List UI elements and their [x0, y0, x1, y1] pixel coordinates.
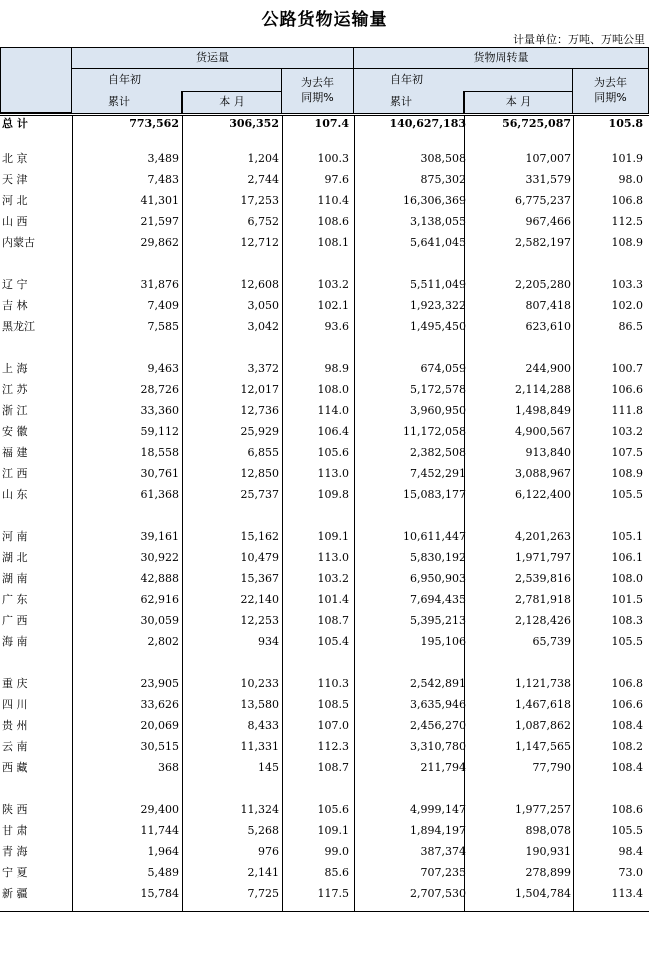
- turnover-cumulative: 1,894,197: [410, 824, 466, 837]
- turnover-cumulative: 674,059: [420, 362, 466, 375]
- turnover-yoy: 108.6: [611, 803, 643, 816]
- turnover-yoy: 108.2: [611, 740, 643, 753]
- turnover-month: 3,088,967: [515, 467, 571, 480]
- turnover-yoy: 108.9: [611, 467, 643, 480]
- freight-month: 22,140: [240, 593, 279, 606]
- freight-yoy: 100.3: [317, 152, 349, 165]
- freight-yoy: 112.3: [317, 740, 349, 753]
- turnover-yoy: 105.5: [611, 824, 643, 837]
- table-row: [0, 484, 649, 505]
- freight-cumulative: 7,409: [147, 299, 179, 312]
- table-row: [0, 589, 649, 610]
- turnover-yoy: 103.2: [611, 425, 643, 438]
- table-row: [0, 526, 649, 547]
- turnover-cumulative: 387,374: [420, 845, 466, 858]
- turnover-month: 898,078: [525, 824, 571, 837]
- turnover-yoy: 108.9: [611, 236, 643, 249]
- province-name: 江 西: [2, 467, 28, 480]
- province-name: 重 庆: [2, 677, 28, 690]
- freight-month: 10,233: [240, 677, 279, 690]
- turnover-cumulative: 3,138,055: [410, 215, 466, 228]
- table-row: [0, 694, 649, 715]
- turnover-yoy: 86.5: [618, 320, 643, 333]
- turnover-cumulative: 16,306,369: [403, 194, 466, 207]
- turnover-cumulative: 3,635,946: [410, 698, 466, 711]
- turnover-month: 967,466: [525, 215, 571, 228]
- table-row: [0, 358, 649, 379]
- turnover-cumulative: 10,611,447: [403, 530, 466, 543]
- turnover-cumulative: 195,106: [420, 635, 466, 648]
- province-name: 贵 州: [2, 719, 28, 732]
- turnover-yoy: 108.4: [611, 761, 643, 774]
- table-row: [0, 862, 649, 883]
- turnover-yoy: 108.4: [611, 719, 643, 732]
- header-freight-month: 本 月: [182, 91, 282, 113]
- freight-month: 25,929: [240, 425, 279, 438]
- province-name: 吉 林: [2, 299, 28, 312]
- freight-month: 17,253: [240, 194, 279, 207]
- table-row: [0, 442, 649, 463]
- freight-yoy: 110.4: [317, 194, 349, 207]
- freight-month: 10,479: [240, 551, 279, 564]
- province-name: 西 藏: [2, 761, 28, 774]
- total-turnover-month: 56,725,087: [502, 117, 571, 130]
- turnover-cumulative: 3,310,780: [410, 740, 466, 753]
- freight-cumulative: 30,515: [140, 740, 179, 753]
- table-row: [0, 295, 649, 316]
- freight-yoy: 117.5: [317, 887, 349, 900]
- turnover-month: 107,007: [525, 152, 571, 165]
- turnover-cumulative: 2,542,891: [410, 677, 466, 690]
- turnover-month: 1,504,784: [515, 887, 571, 900]
- freight-cumulative: 3,489: [147, 152, 179, 165]
- freight-yoy: 98.9: [324, 362, 349, 375]
- freight-cumulative: 7,585: [147, 320, 179, 333]
- turnover-yoy: 73.0: [618, 866, 643, 879]
- header-freight-yoy: [282, 69, 354, 113]
- turnover-yoy: 100.7: [611, 362, 643, 375]
- freight-cumulative: 28,726: [140, 383, 179, 396]
- freight-cumulative: 1,964: [147, 845, 179, 858]
- freight-yoy: 109.8: [317, 488, 349, 501]
- freight-cumulative: 368: [158, 761, 179, 774]
- province-name: 浙 江: [2, 404, 28, 417]
- turnover-month: 2,539,816: [515, 572, 571, 585]
- turnover-cumulative: 2,707,530: [410, 887, 466, 900]
- freight-month: 8,433: [247, 719, 279, 732]
- unit-label: 计量单位：万吨、万吨公里: [513, 33, 645, 46]
- turnover-cumulative: 5,511,049: [410, 278, 466, 291]
- freight-yoy: 85.6: [324, 866, 349, 879]
- turnover-yoy: 106.6: [611, 383, 643, 396]
- turnover-month: 1,087,862: [515, 719, 571, 732]
- freight-yoy: 108.0: [317, 383, 349, 396]
- table-row: [0, 232, 649, 253]
- freight-month: 12,850: [240, 467, 279, 480]
- turnover-cumulative: 5,641,045: [410, 236, 466, 249]
- freight-cumulative: 7,483: [147, 173, 179, 186]
- header-freight-ytd: 自年初: [72, 69, 282, 91]
- table-row: [0, 631, 649, 652]
- turnover-yoy: 113.4: [611, 887, 643, 900]
- province-name: 黑龙江: [2, 320, 35, 333]
- freight-yoy: 105.6: [317, 803, 349, 816]
- freight-yoy: 108.6: [317, 215, 349, 228]
- freight-cumulative: 18,558: [140, 446, 179, 459]
- header-turnover-yoy-line2: 同期%: [594, 91, 627, 104]
- freight-cumulative: 30,922: [140, 551, 179, 564]
- province-name: 湖 南: [2, 572, 28, 585]
- turnover-yoy: 108.3: [611, 614, 643, 627]
- turnover-month: 331,579: [525, 173, 571, 186]
- header-turnover-yoy: [573, 69, 649, 113]
- turnover-cumulative: 15,083,177: [403, 488, 466, 501]
- freight-cumulative: 29,862: [140, 236, 179, 249]
- province-name: 山 西: [2, 215, 28, 228]
- province-name: 新 疆: [2, 887, 28, 900]
- freight-yoy: 109.1: [317, 824, 349, 837]
- turnover-month: 913,840: [525, 446, 571, 459]
- province-name: 天 津: [2, 173, 28, 186]
- table-row: [0, 610, 649, 631]
- turnover-yoy: 111.8: [611, 404, 643, 417]
- freight-month: 145: [258, 761, 279, 774]
- turnover-cumulative: 211,794: [420, 761, 466, 774]
- freight-cumulative: 33,360: [140, 404, 179, 417]
- header-turnover-ytd: 自年初: [354, 69, 573, 91]
- province-name: 海 南: [2, 635, 28, 648]
- turnover-yoy: 106.8: [611, 194, 643, 207]
- turnover-cumulative: 4,999,147: [410, 803, 466, 816]
- freight-month: 3,042: [247, 320, 279, 333]
- freight-month: 976: [258, 845, 279, 858]
- turnover-month: 1,971,797: [515, 551, 571, 564]
- turnover-cumulative: 1,923,322: [410, 299, 466, 312]
- province-name: 河 南: [2, 530, 28, 543]
- table-row: [0, 463, 649, 484]
- turnover-yoy: 105.5: [611, 488, 643, 501]
- header-freight-yoy-line2: 同期%: [301, 91, 334, 104]
- freight-cumulative: 42,888: [140, 572, 179, 585]
- freight-cumulative: 9,463: [147, 362, 179, 375]
- turnover-yoy: 101.9: [611, 152, 643, 165]
- turnover-month: 6,775,237: [515, 194, 571, 207]
- freight-month: 934: [258, 635, 279, 648]
- table-row: [0, 568, 649, 589]
- header-turnover-yoy-line1: 为去年: [594, 76, 627, 89]
- freight-yoy: 103.2: [317, 572, 349, 585]
- table-row: [0, 316, 649, 337]
- turnover-yoy: 105.5: [611, 635, 643, 648]
- table-row: [0, 547, 649, 568]
- freight-month: 3,372: [247, 362, 279, 375]
- table-row: [0, 379, 649, 400]
- table-row: [0, 820, 649, 841]
- freight-yoy: 107.0: [317, 719, 349, 732]
- header-freight-cumulative: 累计: [72, 91, 182, 113]
- turnover-yoy: 108.0: [611, 572, 643, 585]
- turnover-month: 6,122,400: [515, 488, 571, 501]
- turnover-month: 77,790: [532, 761, 571, 774]
- turnover-cumulative: 308,508: [420, 152, 466, 165]
- turnover-cumulative: 6,950,903: [410, 572, 466, 585]
- freight-yoy: 106.4: [317, 425, 349, 438]
- freight-month: 7,725: [247, 887, 279, 900]
- turnover-month: 1,498,849: [515, 404, 571, 417]
- freight-cumulative: 31,876: [140, 278, 179, 291]
- table-row: [0, 148, 649, 169]
- province-name: 安 徽: [2, 425, 28, 438]
- turnover-cumulative: 5,830,192: [410, 551, 466, 564]
- freight-cumulative: 21,597: [140, 215, 179, 228]
- table-row: [0, 421, 649, 442]
- province-name: 广 东: [2, 593, 28, 606]
- province-name: 福 建: [2, 446, 28, 459]
- total-freight-month: 306,352: [229, 117, 279, 130]
- freight-yoy: 108.7: [317, 614, 349, 627]
- freight-cumulative: 5,489: [147, 866, 179, 879]
- turnover-month: 807,418: [525, 299, 571, 312]
- turnover-month: 190,931: [525, 845, 571, 858]
- freight-cumulative: 61,368: [140, 488, 179, 501]
- freight-month: 1,204: [247, 152, 279, 165]
- turnover-yoy: 102.0: [611, 299, 643, 312]
- province-name: 山 东: [2, 488, 28, 501]
- freight-month: 6,752: [247, 215, 279, 228]
- table-row: [0, 169, 649, 190]
- header-corner-cell: [0, 48, 72, 113]
- freight-cumulative: 2,802: [147, 635, 179, 648]
- turnover-cumulative: 875,302: [420, 173, 466, 186]
- turnover-cumulative: 11,172,058: [403, 425, 466, 438]
- turnover-month: 4,201,263: [515, 530, 571, 543]
- turnover-cumulative: 3,960,950: [410, 404, 466, 417]
- freight-yoy: 108.5: [317, 698, 349, 711]
- turnover-month: 2,205,280: [515, 278, 571, 291]
- province-name: 甘 肃: [2, 824, 28, 837]
- province-name: 河 北: [2, 194, 28, 207]
- table-row: [0, 757, 649, 778]
- province-name: 陕 西: [2, 803, 28, 816]
- table-row: [0, 883, 649, 904]
- freight-cumulative: 33,626: [140, 698, 179, 711]
- turnover-yoy: 106.1: [611, 551, 643, 564]
- freight-yoy: 108.7: [317, 761, 349, 774]
- freight-yoy: 113.0: [317, 551, 349, 564]
- freight-cumulative: 41,301: [140, 194, 179, 207]
- turnover-month: 278,899: [525, 866, 571, 879]
- total-turnover-yoy: 105.8: [608, 117, 643, 130]
- turnover-month: 1,467,618: [515, 698, 571, 711]
- turnover-month: 1,977,257: [515, 803, 571, 816]
- freight-month: 2,141: [247, 866, 279, 879]
- header-freight: 货运量: [72, 48, 354, 69]
- total-freight-yoy: 107.4: [314, 117, 349, 130]
- freight-month: 2,744: [247, 173, 279, 186]
- freight-yoy: 105.6: [317, 446, 349, 459]
- header-freight-yoy-line1: 为去年: [301, 76, 334, 89]
- freight-cumulative: 62,916: [140, 593, 179, 606]
- freight-yoy: 110.3: [317, 677, 349, 690]
- freight-yoy: 103.2: [317, 278, 349, 291]
- freight-yoy: 105.4: [317, 635, 349, 648]
- freight-month: 3,050: [247, 299, 279, 312]
- freight-month: 12,712: [240, 236, 279, 249]
- table-row: [0, 736, 649, 757]
- freight-month: 12,736: [240, 404, 279, 417]
- turnover-yoy: 107.5: [611, 446, 643, 459]
- turnover-month: 244,900: [525, 362, 571, 375]
- freight-month: 12,608: [240, 278, 279, 291]
- turnover-yoy: 106.8: [611, 677, 643, 690]
- turnover-cumulative: 7,452,291: [410, 467, 466, 480]
- total-turnover-cumulative: 140,627,183: [389, 117, 466, 130]
- turnover-month: 2,128,426: [515, 614, 571, 627]
- province-name: 四 川: [2, 698, 28, 711]
- turnover-yoy: 105.1: [611, 530, 643, 543]
- province-name: 北 京: [2, 152, 28, 165]
- turnover-month: 623,610: [525, 320, 571, 333]
- freight-month: 5,268: [247, 824, 279, 837]
- freight-cumulative: 23,905: [140, 677, 179, 690]
- turnover-yoy: 112.5: [611, 215, 643, 228]
- freight-yoy: 113.0: [317, 467, 349, 480]
- freight-cumulative: 30,761: [140, 467, 179, 480]
- freight-yoy: 101.4: [317, 593, 349, 606]
- header-turnover-month: 本 月: [464, 91, 573, 113]
- freight-month: 12,017: [240, 383, 279, 396]
- freight-month: 11,324: [240, 803, 279, 816]
- turnover-month: 4,900,567: [515, 425, 571, 438]
- turnover-month: 2,582,197: [515, 236, 571, 249]
- freight-yoy: 114.0: [317, 404, 349, 417]
- freight-month: 15,162: [240, 530, 279, 543]
- turnover-yoy: 98.4: [618, 845, 643, 858]
- turnover-yoy: 103.3: [611, 278, 643, 291]
- freight-cumulative: 11,744: [140, 824, 179, 837]
- province-name: 上 海: [2, 362, 28, 375]
- freight-month: 12,253: [240, 614, 279, 627]
- turnover-yoy: 106.6: [611, 698, 643, 711]
- table-row: [0, 400, 649, 421]
- total-label: 总 计: [2, 117, 28, 130]
- table-row: [0, 211, 649, 232]
- freight-month: 11,331: [240, 740, 279, 753]
- freight-cumulative: 29,400: [140, 803, 179, 816]
- table-row: [0, 841, 649, 862]
- freight-cumulative: 59,112: [140, 425, 179, 438]
- freight-yoy: 99.0: [324, 845, 349, 858]
- freight-cumulative: 30,059: [140, 614, 179, 627]
- table-bottom-border: [0, 911, 649, 912]
- freight-month: 25,737: [240, 488, 279, 501]
- province-name: 云 南: [2, 740, 28, 753]
- freight-month: 6,855: [247, 446, 279, 459]
- header-turnover-cumulative: 累计: [354, 91, 464, 113]
- turnover-cumulative: 707,235: [420, 866, 466, 879]
- freight-yoy: 102.1: [317, 299, 349, 312]
- table-row: [0, 715, 649, 736]
- header-turnover: 货物周转量: [354, 48, 649, 69]
- total-row: [0, 113, 649, 134]
- freight-yoy: 109.1: [317, 530, 349, 543]
- turnover-yoy: 101.5: [611, 593, 643, 606]
- turnover-cumulative: 5,395,213: [410, 614, 466, 627]
- freight-cumulative: 15,784: [140, 887, 179, 900]
- province-name: 辽 宁: [2, 278, 28, 291]
- page-title: 公路货物运输量: [261, 10, 388, 30]
- freight-yoy: 108.1: [317, 236, 349, 249]
- table-row: [0, 799, 649, 820]
- province-name: 广 西: [2, 614, 28, 627]
- freight-yoy: 93.6: [324, 320, 349, 333]
- turnover-cumulative: 7,694,435: [410, 593, 466, 606]
- turnover-cumulative: 2,382,508: [410, 446, 466, 459]
- province-name: 江 苏: [2, 383, 28, 396]
- freight-month: 15,367: [240, 572, 279, 585]
- table-row: [0, 673, 649, 694]
- province-name: 湖 北: [2, 551, 28, 564]
- turnover-cumulative: 1,495,450: [410, 320, 466, 333]
- freight-cumulative: 20,069: [140, 719, 179, 732]
- turnover-month: 1,121,738: [515, 677, 571, 690]
- province-name: 宁 夏: [2, 866, 28, 879]
- freight-cumulative: 39,161: [140, 530, 179, 543]
- freight-month: 13,580: [240, 698, 279, 711]
- turnover-cumulative: 2,456,270: [410, 719, 466, 732]
- province-name: 青 海: [2, 845, 28, 858]
- table-row: [0, 190, 649, 211]
- turnover-month: 1,147,565: [515, 740, 571, 753]
- freight-yoy: 97.6: [324, 173, 349, 186]
- province-name: 内蒙古: [2, 236, 35, 249]
- turnover-yoy: 98.0: [618, 173, 643, 186]
- turnover-month: 2,114,288: [515, 383, 571, 396]
- table-row: [0, 274, 649, 295]
- total-freight-cumulative: 773,562: [129, 117, 179, 130]
- turnover-month: 65,739: [532, 635, 571, 648]
- turnover-cumulative: 5,172,578: [410, 383, 466, 396]
- turnover-month: 2,781,918: [515, 593, 571, 606]
